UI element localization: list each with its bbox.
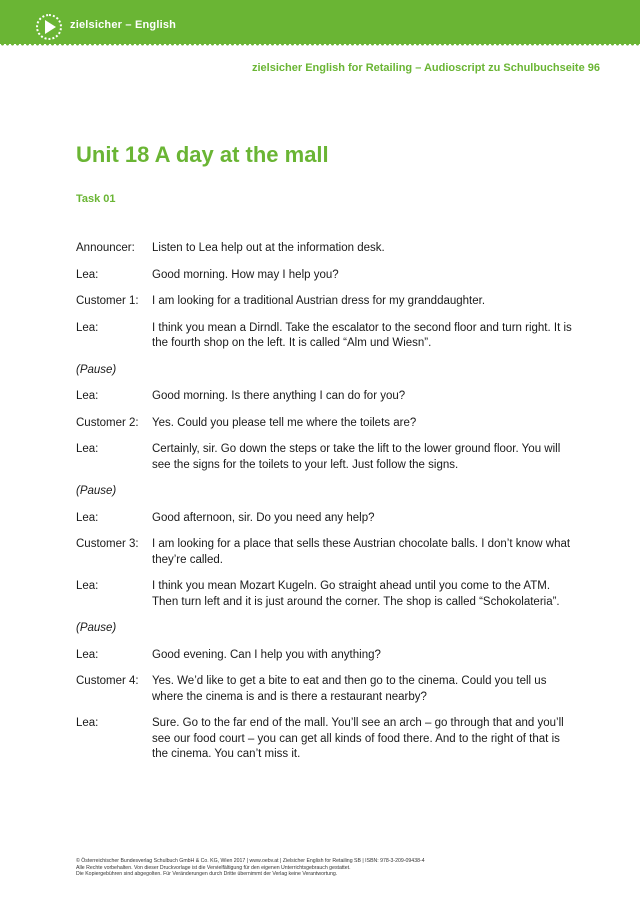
speech-text: Yes. Could you please tell me where the toilets are? <box>152 416 417 429</box>
speaker-name: Lea: <box>76 511 99 524</box>
pause-note: (Pause) <box>76 622 117 634</box>
speech-text: Listen to Lea help out at the information desk. <box>152 242 385 254</box>
speech-text: Good afternoon, sir. Do you need any help? <box>152 511 375 524</box>
dialogue-line <box>76 442 576 473</box>
brand-name: zielsicher – English <box>70 19 177 31</box>
speech-text: Certainly, sir. Go down the steps or take the lift to the lower ground floor. You will see the signs for the toilets to your left. Just follow the signs. <box>152 443 561 471</box>
copyright-footer <box>76 858 596 878</box>
speech-text: Sure. Go to the far end of the mall. You’ll see an arch – go through that and you’ll see our food court – you can get all kinds of food there. And to the right of that is the cinema. You can’t miss it. <box>152 717 564 760</box>
running-header: zielsicher English for Retailing – Audioscript zu Schulbuchseite 96 <box>252 62 600 74</box>
speaker-name: Lea: <box>76 268 99 281</box>
footer-line: Die Kopiergebühren sind abgegolten. Für Veränderungen durch Dritte übernimmt der Verlag keine Verantwortung. <box>76 871 338 878</box>
speaker-name: Lea: <box>76 321 99 334</box>
speech-text: I am looking for a traditional Austrian dress for my granddaughter. <box>152 295 486 307</box>
speech-text: Good morning. Is there anything I can do for you? <box>152 390 406 402</box>
footer-line: © Österreichischer Bundesverlag Schulbuch GmbH & Co. KG, Wien 2017 | www.oebv.at | Zielsicher English for Retailing SB | ISBN: 978-3-209-09438-4 <box>76 858 425 864</box>
speech-text: I think you mean a Dirndl. Take the escalator to the second floor and turn right. It is the fourth shop on the left. It is called “Alm und Wiesn”. <box>152 321 572 349</box>
dialogue-line <box>76 241 576 257</box>
banner-dotted-edge <box>0 41 640 47</box>
dialogue-line <box>76 511 576 527</box>
unit-title: Unit 18 A day at the mall <box>76 142 329 167</box>
speech-text: I am looking for a place that sells these Austrian chocolate balls. I don’t know what they’re called. <box>152 538 571 566</box>
speech-text: I think you mean Mozart Kugeln. Go straight ahead until you come to the ATM. Then turn left and it is just around the corner. The shop is called “Schokolateria”. <box>152 580 560 608</box>
dialogue-line <box>76 648 576 664</box>
speaker-name: Lea: <box>76 443 99 455</box>
speaker-name: Announcer: <box>76 242 135 254</box>
dialogue-line <box>76 716 576 763</box>
play-triangle-icon <box>45 20 56 34</box>
audioscript <box>76 241 576 774</box>
footer-line: Alle Rechte vorbehalten. Von dieser Druckvorlage ist die Vervielfältigung für den eigenen Unterrichtsgebrauch gestattet. <box>76 864 351 871</box>
pause-note: (Pause) <box>76 485 117 497</box>
dialogue-line <box>76 537 576 568</box>
dialogue-line <box>76 389 576 405</box>
speaker-name: Lea: <box>76 717 99 729</box>
task-label: Task 01 <box>76 193 116 205</box>
dialogue-line <box>76 674 576 705</box>
speech-text: Yes. We’d like to get a bite to eat and then go to the cinema. Could you tell us where the cinema is and is there a restaurant nearby? <box>152 675 547 703</box>
dialogue-line <box>76 416 576 432</box>
dialogue-line <box>76 294 576 310</box>
speaker-name: Lea: <box>76 390 99 402</box>
speech-text: Good morning. How may I help you? <box>152 268 339 281</box>
speaker-name: Customer 4: <box>76 675 139 687</box>
speech-text: Good evening. Can I help you with anything? <box>152 648 381 661</box>
speaker-name: Lea: <box>76 580 99 592</box>
speaker-name: Customer 2: <box>76 416 139 429</box>
pause-note: (Pause) <box>76 363 117 376</box>
dialogue-line <box>76 579 576 610</box>
speaker-name: Customer 1: <box>76 295 139 307</box>
dialogue-line <box>76 268 576 284</box>
speaker-name: Customer 3: <box>76 538 139 550</box>
dialogue-line <box>76 321 576 352</box>
speaker-name: Lea: <box>76 648 99 661</box>
